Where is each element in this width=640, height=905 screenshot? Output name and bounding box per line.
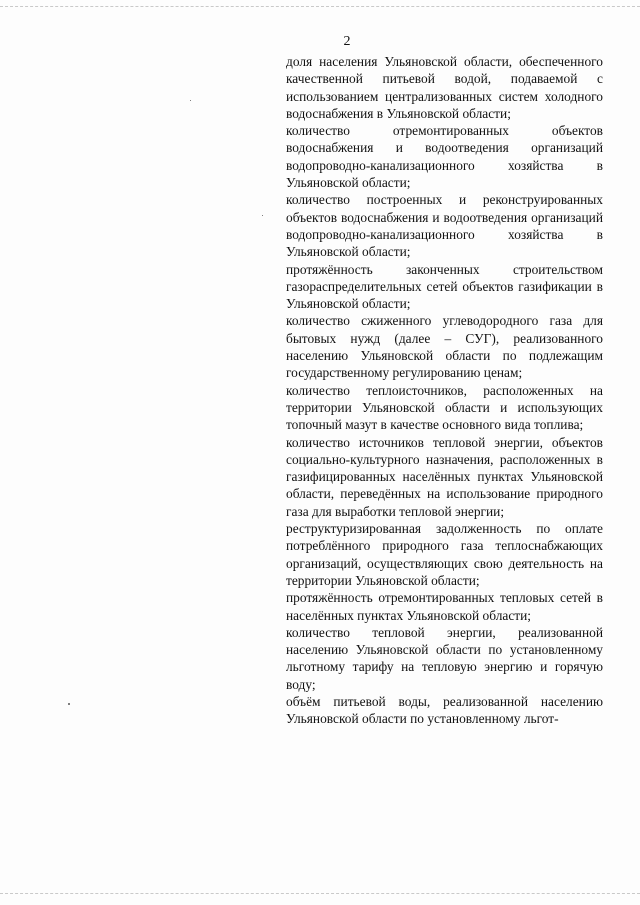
paragraph-repaired-objects: количество отремонтированных объектов водоснабжения и водоотведения организаций водопроводно-канализационного хозяйства в Ульяновской области; [286,123,603,191]
scan-speck [68,703,70,705]
text-column [286,53,603,728]
scan-edge-top [0,6,640,7]
paragraph-drinking-water-volume: объём питьевой воды, реализованной населению Ульяновской области по установленному льгот- [286,693,603,727]
paragraph-built-objects: количество построенных и реконструированных объектов водоснабжения и водоотведения организаций водопроводно-канализационного хозяйства в Ульяновской области; [286,192,603,260]
paragraph-gas-networks-length: протяжённость законченных строительством газораспределительных сетей объектов газификации в Ульяновской области; [286,261,603,312]
paragraph-heat-energy-sold: количество тепловой энергии, реализованной населению Ульяновской области по установленному льготному тарифу на тепловую энергию и горячую воду; [286,624,603,692]
paragraph-water-supply-share: доля населения Ульяновской области, обеспеченного качественной питьевой водой, подаваемой с использованием централизованных систем холодного водоснабжения в Ульяновской области; [286,54,603,121]
scan-edge-bottom [0,893,640,894]
scan-speck [190,100,191,101]
paragraph-heat-networks-repaired: протяжённость отремонтированных тепловых сетей в населённых пунктах Ульяновской области; [286,590,603,623]
scan-speck [262,215,263,216]
paragraph-lpg-quantity: количество сжиженного углеводородного газа для бытовых нужд (далее – СУГ), реализованного населению Ульяновской области по подлежащим государственному регулированию ценам; [286,313,603,381]
paragraph-heat-sources-fuel-oil: количество теплоисточников, расположенных на территории Ульяновской области и использующих топочный мазут в качестве основного вида топлива; [286,382,603,433]
paragraph-heat-sources-converted: количество источников тепловой энергии, объектов социально-культурного назначения, расположенных в газифицированных населённых пунктах Ульяновской области, переведённых на использование природного газа для выработки тепловой энергии; [286,434,603,519]
page-number: 2 [343,34,351,49]
paragraph-restructured-debt: реструктуризированная задолженность по оплате потреблённого природного газа теплоснабжающих организаций, осуществляющих свою деятельность на территории Ульяновской области; [286,521,603,588]
